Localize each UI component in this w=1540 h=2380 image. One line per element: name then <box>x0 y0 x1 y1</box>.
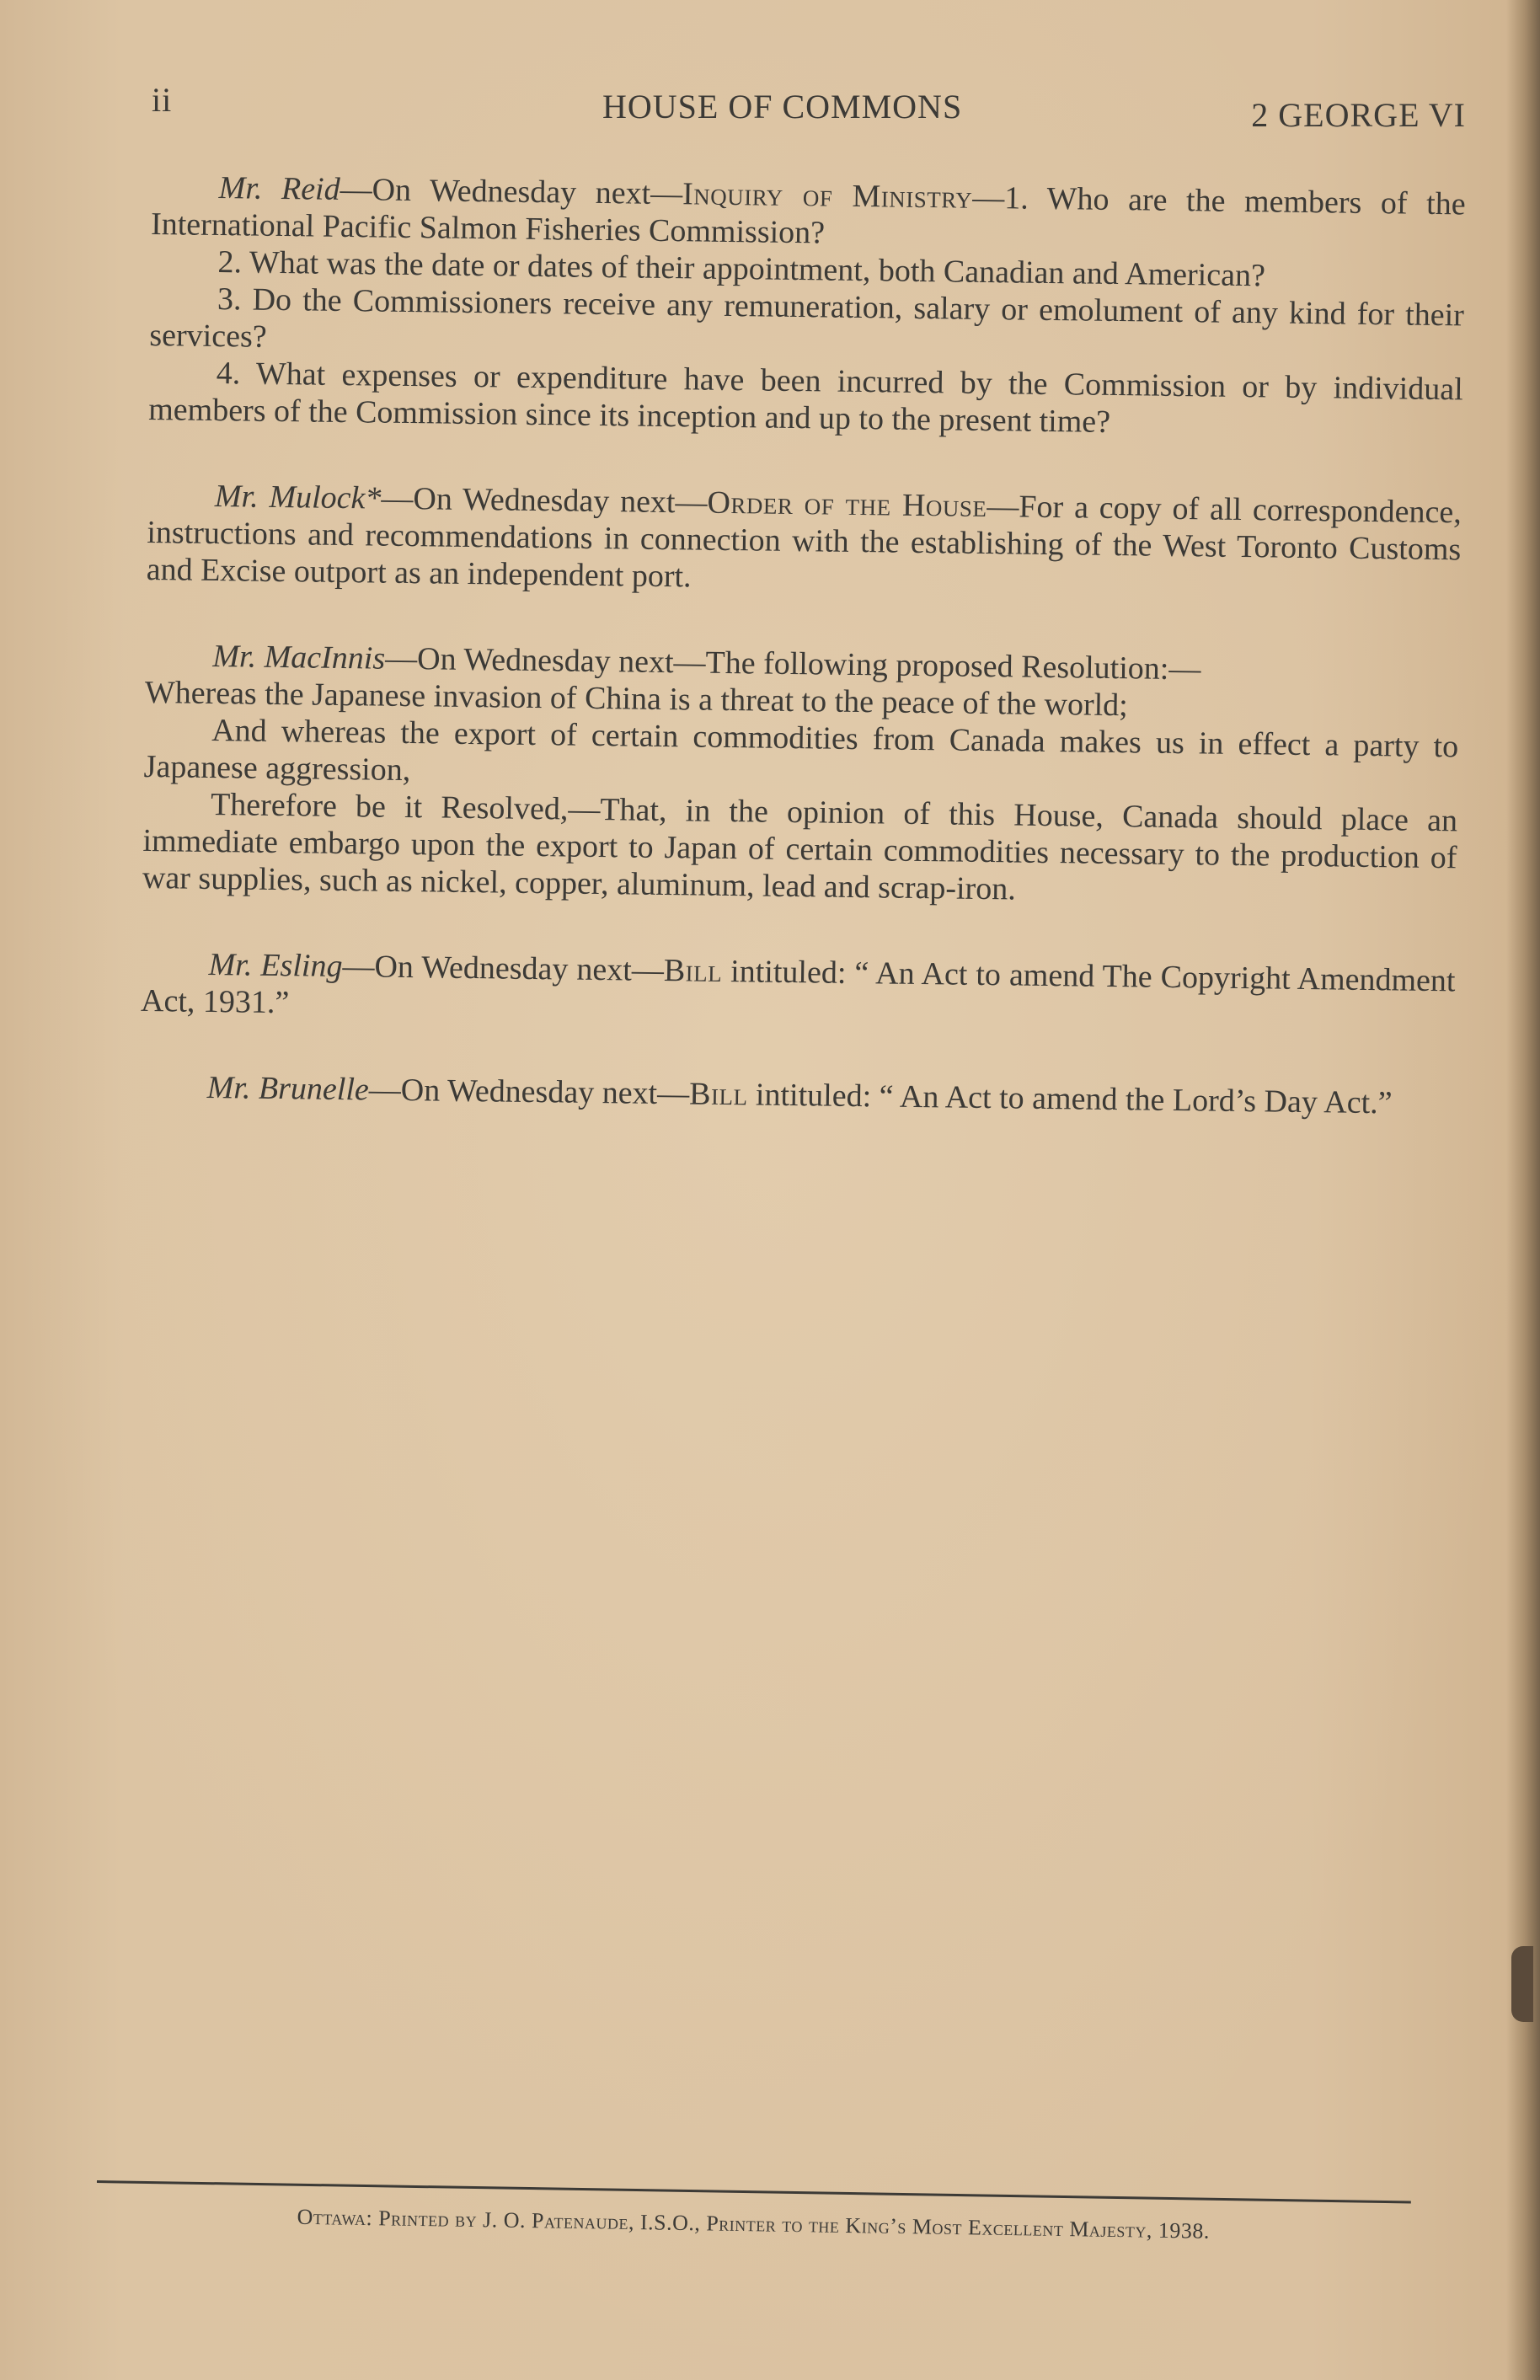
notice-lead: —On Wednesday next—The following proposed Resolution:— <box>384 640 1201 687</box>
notice-mulock <box>146 477 1462 605</box>
notice-kind: Bill <box>688 1076 748 1113</box>
running-title: HOUSE OF COMMONS <box>602 88 963 126</box>
notice-text: intituled: “ An Act to amend The Copyright Amendment Act, 1931.” <box>140 953 1456 1021</box>
notices-body <box>139 168 1466 1171</box>
notice-paragraph: Whereas the Japanese invasion of China is a threat to the peace of the world; <box>144 674 1129 724</box>
mover-name: Mr. Brunelle <box>206 1069 370 1108</box>
notice-lead: —On Wednesday next— <box>381 480 708 521</box>
mover-name: Mr. Mulock* <box>214 479 382 516</box>
notice-macinnis <box>142 637 1460 913</box>
printer-imprint: Ottawa: Printed by J. O. Patenaude, I.S.O., Printer to the King’s Most Excellent Majesty, 1938. <box>297 2204 1211 2244</box>
notice-paragraph: 2. What was the date or dates of their appointment, both Canadian and American? <box>217 244 1266 294</box>
mover-name: Mr. Esling <box>208 946 343 985</box>
notice-paragraph: And whereas the export of certain commodities from Canada makes us in effect a party to Japanese aggression, <box>143 712 1459 789</box>
footer-rule <box>97 2180 1411 2204</box>
notice-paragraph: 4. What expenses or expenditure have been incurred by the Commission or by individual members of the Commission since its inception and up to the present time? <box>147 356 1463 440</box>
mover-name: Mr. MacInnis <box>212 638 386 677</box>
notice-lead: —On Wednesday next— <box>368 1072 690 1112</box>
notice-text: intituled: “ An Act to amend the Lord’s Day Act.” <box>747 1077 1393 1121</box>
binder-clip <box>1511 1946 1533 2022</box>
notice-paragraph: 3. Do the Commissioners receive any remuneration, salary or emolument of any kind for their services? <box>149 281 1465 355</box>
page-footer <box>96 2180 1411 2247</box>
mover-name: Mr. Reid <box>218 170 340 207</box>
regnal-year: 2 GEORGE VI <box>1251 96 1466 134</box>
notice-esling <box>141 945 1456 1036</box>
notice-kind: Order of the House <box>707 484 987 525</box>
notice-kind: Inquiry of Ministry <box>682 176 973 216</box>
notice-paragraph: Therefore be it Resolved,—That, in the opinion of this House, Canada should place an immediate embargo upon the export to Japan of certain commodities necessary to the production of war supplies, such as nickel, copper, aluminum, lead and scrap-iron. <box>142 786 1458 907</box>
notice-kind: Bill <box>663 953 723 989</box>
folio-number: ii <box>152 81 173 119</box>
notice-text: —For a copy of all correspondence, instructions and recommendations in connection with the establishing of the West Toronto Customs and Excise outport as an independent port. <box>146 489 1462 595</box>
binding-spine <box>1506 0 1540 2380</box>
notice-text: —1. Who are the members of the International Pacific Salmon Fisheries Commission? <box>150 179 1466 251</box>
notice-reid <box>148 168 1466 445</box>
notice-brunelle <box>139 1068 1453 1122</box>
page-header <box>152 80 1466 134</box>
notice-lead: —On Wednesday next— <box>340 171 683 212</box>
notice-lead: —On Wednesday next— <box>342 949 665 989</box>
